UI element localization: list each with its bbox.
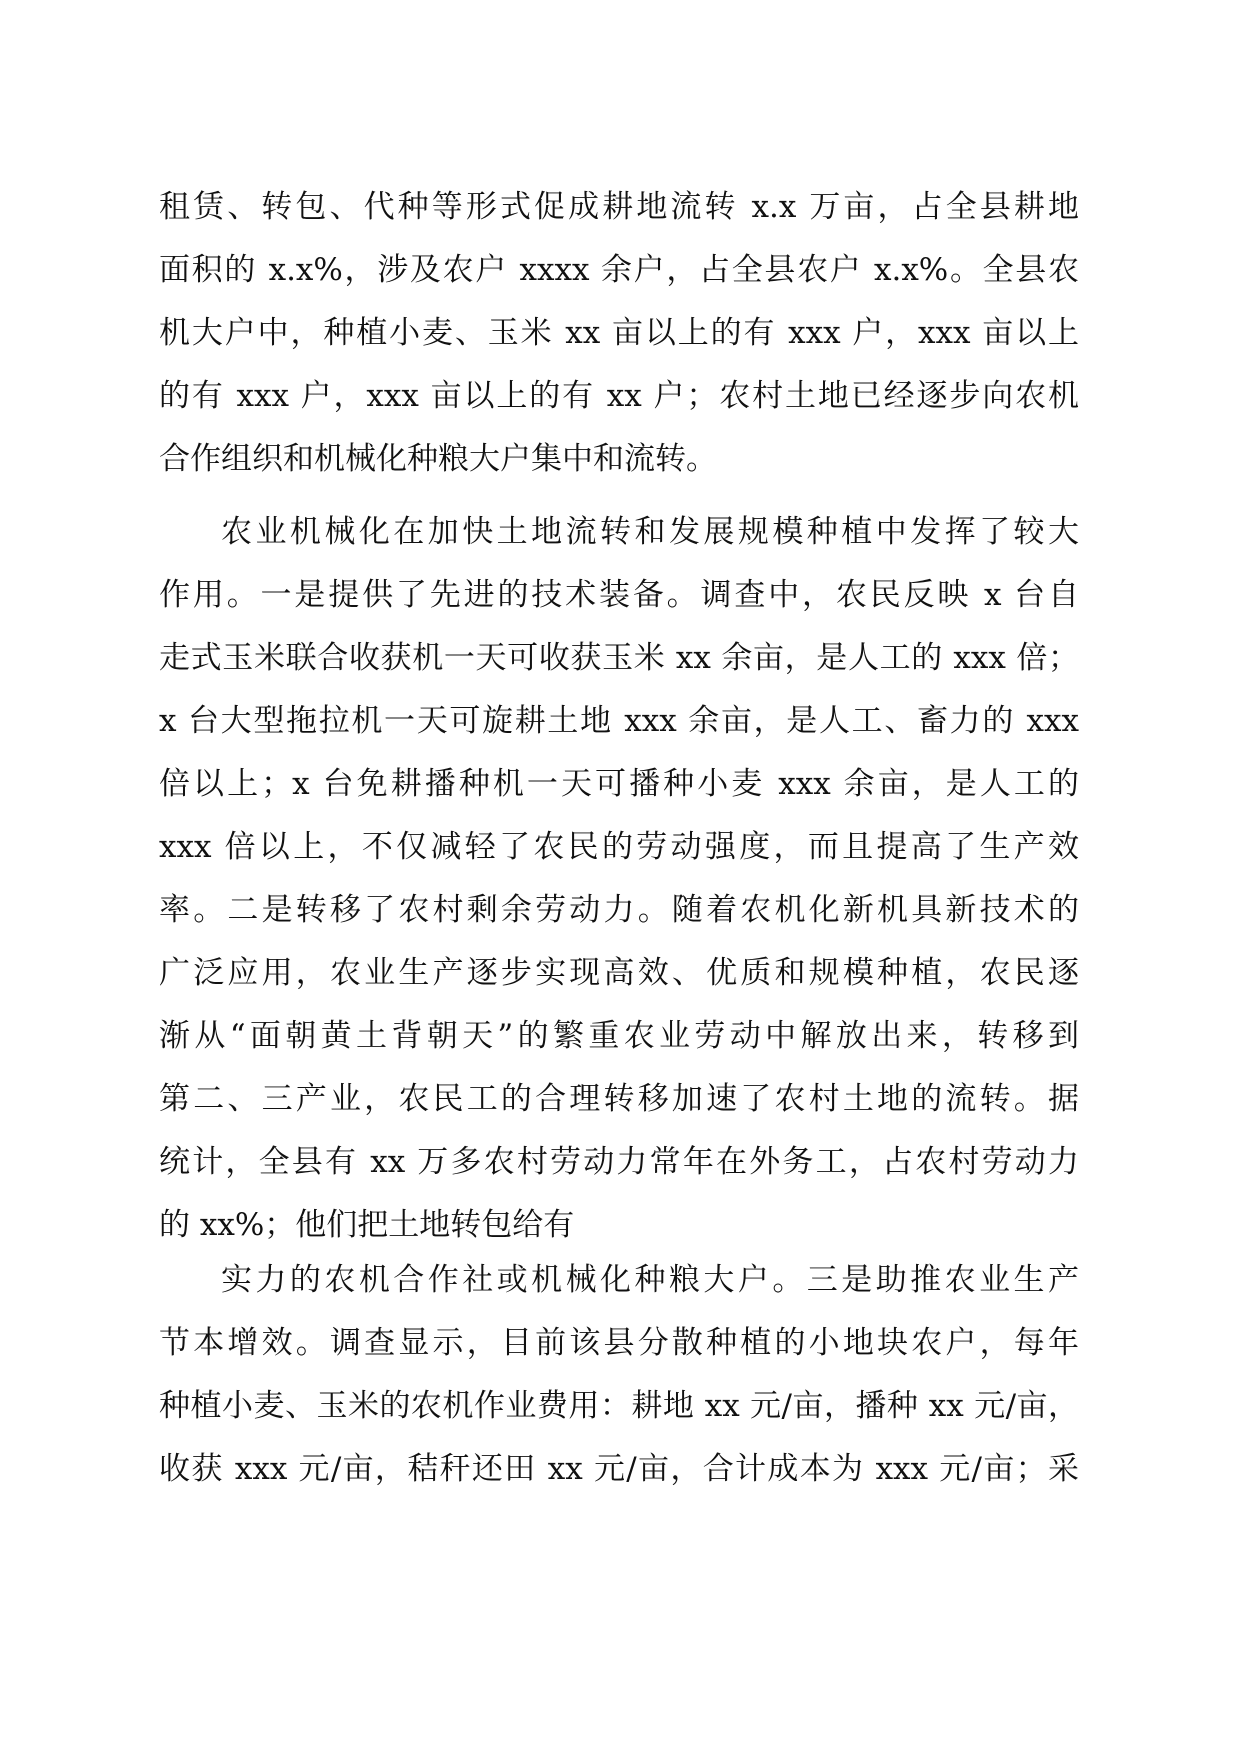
text-line: 统计，全县有 xx 万多农村劳动力常年在外务工，占农村劳动力: [159, 1144, 1079, 1180]
text-line: 走式玉米联合收获机一天可收获玉米 xx 余亩，是人工的 xxx 倍；: [159, 640, 1079, 676]
text-line: 合作组织和机械化种粮大户集中和流转。: [159, 441, 717, 477]
text-line: 渐从“面朝黄土背朝天”的繁重农业劳动中解放出来，转移到: [159, 1018, 1079, 1054]
text-line: xxx 倍以上，不仅减轻了农民的劳动强度，而且提高了生产效: [159, 829, 1079, 865]
text-line: 的有 xxx 户，xxx 亩以上的有 xx 户；农村土地已经逐步向农机: [159, 378, 1079, 414]
paragraph-3: [159, 1251, 1079, 1503]
text-line: 收获 xxx 元/亩，秸秆还田 xx 元/亩，合计成本为 xxx 元/亩；采: [159, 1451, 1079, 1487]
text-line: x 台大型拖拉机一天可旋耕土地 xxx 余亩，是人工、畜力的 xxx: [159, 703, 1079, 739]
text-line: 种植小麦、玉米的农机作业费用：耕地 xx 元/亩，播种 xx 元/亩，: [159, 1388, 1079, 1424]
text-line: 倍以上；x 台免耕播种机一天可播种小麦 xxx 余亩，是人工的: [159, 766, 1079, 802]
paragraph-2: [159, 503, 1079, 1259]
text-line: 农业机械化在加快土地流转和发展规模种植中发挥了较大: [221, 514, 1079, 550]
text-line: 的 xx%；他们把土地转包给有: [159, 1207, 575, 1243]
text-line: 第二、三产业，农民工的合理转移加速了农村土地的流转。据: [159, 1081, 1079, 1117]
paragraph-1: [159, 178, 1079, 493]
text-line: 节本增效。调查显示，目前该县分散种植的小地块农户，每年: [159, 1325, 1079, 1361]
text-line: 实力的农机合作社或机械化种粮大户。三是助推农业生产: [221, 1262, 1079, 1298]
text-line: 率。二是转移了农村剩余劳动力。随着农机化新机具新技术的: [159, 892, 1079, 928]
text-line: 广泛应用，农业生产逐步实现高效、优质和规模种植，农民逐: [159, 955, 1079, 991]
text-line: 机大户中，种植小麦、玉米 xx 亩以上的有 xxx 户，xxx 亩以上: [159, 315, 1079, 351]
text-line: 租赁、转包、代种等形式促成耕地流转 x.x 万亩，占全县耕地: [159, 189, 1079, 225]
text-line: 作用。一是提供了先进的技术装备。调查中，农民反映 x 台自: [159, 577, 1079, 613]
text-line: 面积的 x.x%，涉及农户 xxxx 余户，占全县农户 x.x%。全县农: [159, 252, 1079, 288]
